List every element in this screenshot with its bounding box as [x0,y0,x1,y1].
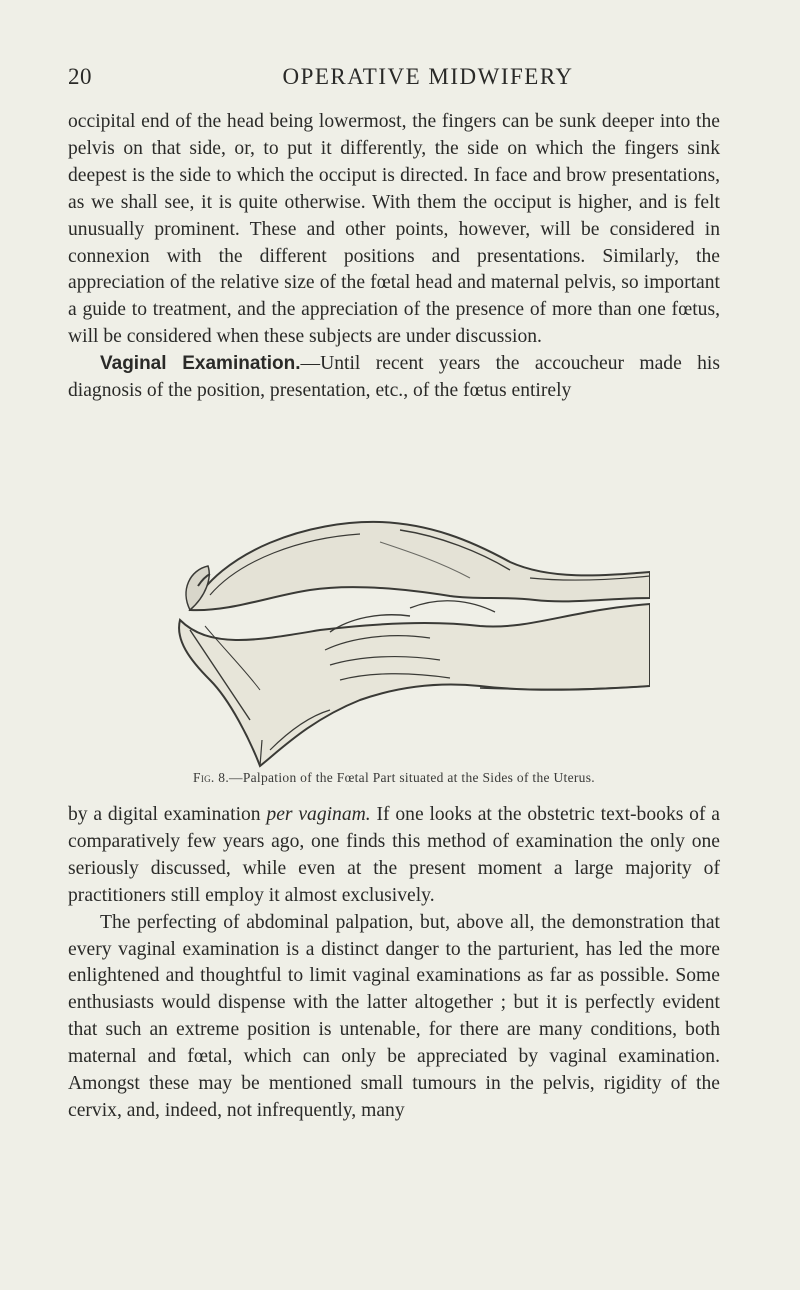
paragraph-continuation: occipital end of the head being lowermost, the fingers can be sunk deeper into the pelvis on that side, or, to put it differently, the side on which the fingers sink deepest is the side to which the occiput is directed. In face and brow presentations, as we shall see, it is quite otherwise. With them the occiput is higher, and is felt unusually prominent. These and other points, however, will be considered in connexion with the different positions and presentations. Similarly, the appreciation of the relative size of the fœtal head and maternal pelvis, so important a guide to treatment, and the appreciation of the presence of more than one fœtus, will be considered when these subjects are under discussion. [68,111,720,348]
paragraph-text-end: If one looks at the obstetric text-books of a comparatively few years ago, one finds this method of examination the only one seriously discussed, while even at the present moment a large majority of practitioners still employ it almost exclusively. [68,804,720,906]
running-head [68,64,788,94]
section-heading: Vaginal Examination. [100,353,301,375]
figure-illustration [150,500,650,770]
paragraph-vaginal-examination [68,351,720,405]
running-title: OPERATIVE MIDWIFERY [282,64,574,89]
hands-palpation-illustration [150,500,650,770]
figure-caption-text: —Palpation of the Fœtal Part situated at the Sides of the Uterus. [229,770,595,785]
text-block-top [68,109,720,405]
paragraph-text: —Until recent years the accoucheur made his diagnosis of the position, presentation, etc., of the fœtus entirely [68,353,720,402]
paragraph-text-start: by a digital examination [68,804,267,825]
paragraph-abdominal-palpation: The perfecting of abdominal palpation, but, above all, the demonstration that every vaginal examination is a distinct danger to the parturient, has led the more enlightened and thoughtful to limit vaginal examinations as far as possible. Some enthusiasts would dispense with the latter altogether ; but it is perfectly evident that such an extreme position is untenable, for there are many conditions, both maternal and fœtal, which can only be appreciated by vaginal examination. Amongst these may be mentioned small tumours in the pelvis, rigidity of the cervix, and, indeed, not infrequently, many [68,911,720,1121]
italic-phrase: per vaginam. [266,804,371,825]
figure-number: Fig. 8. [193,770,230,785]
page-number: 20 [68,64,92,89]
figure-caption [68,770,720,786]
paragraph-digital-examination [68,802,720,910]
text-block-bottom [68,802,720,1125]
